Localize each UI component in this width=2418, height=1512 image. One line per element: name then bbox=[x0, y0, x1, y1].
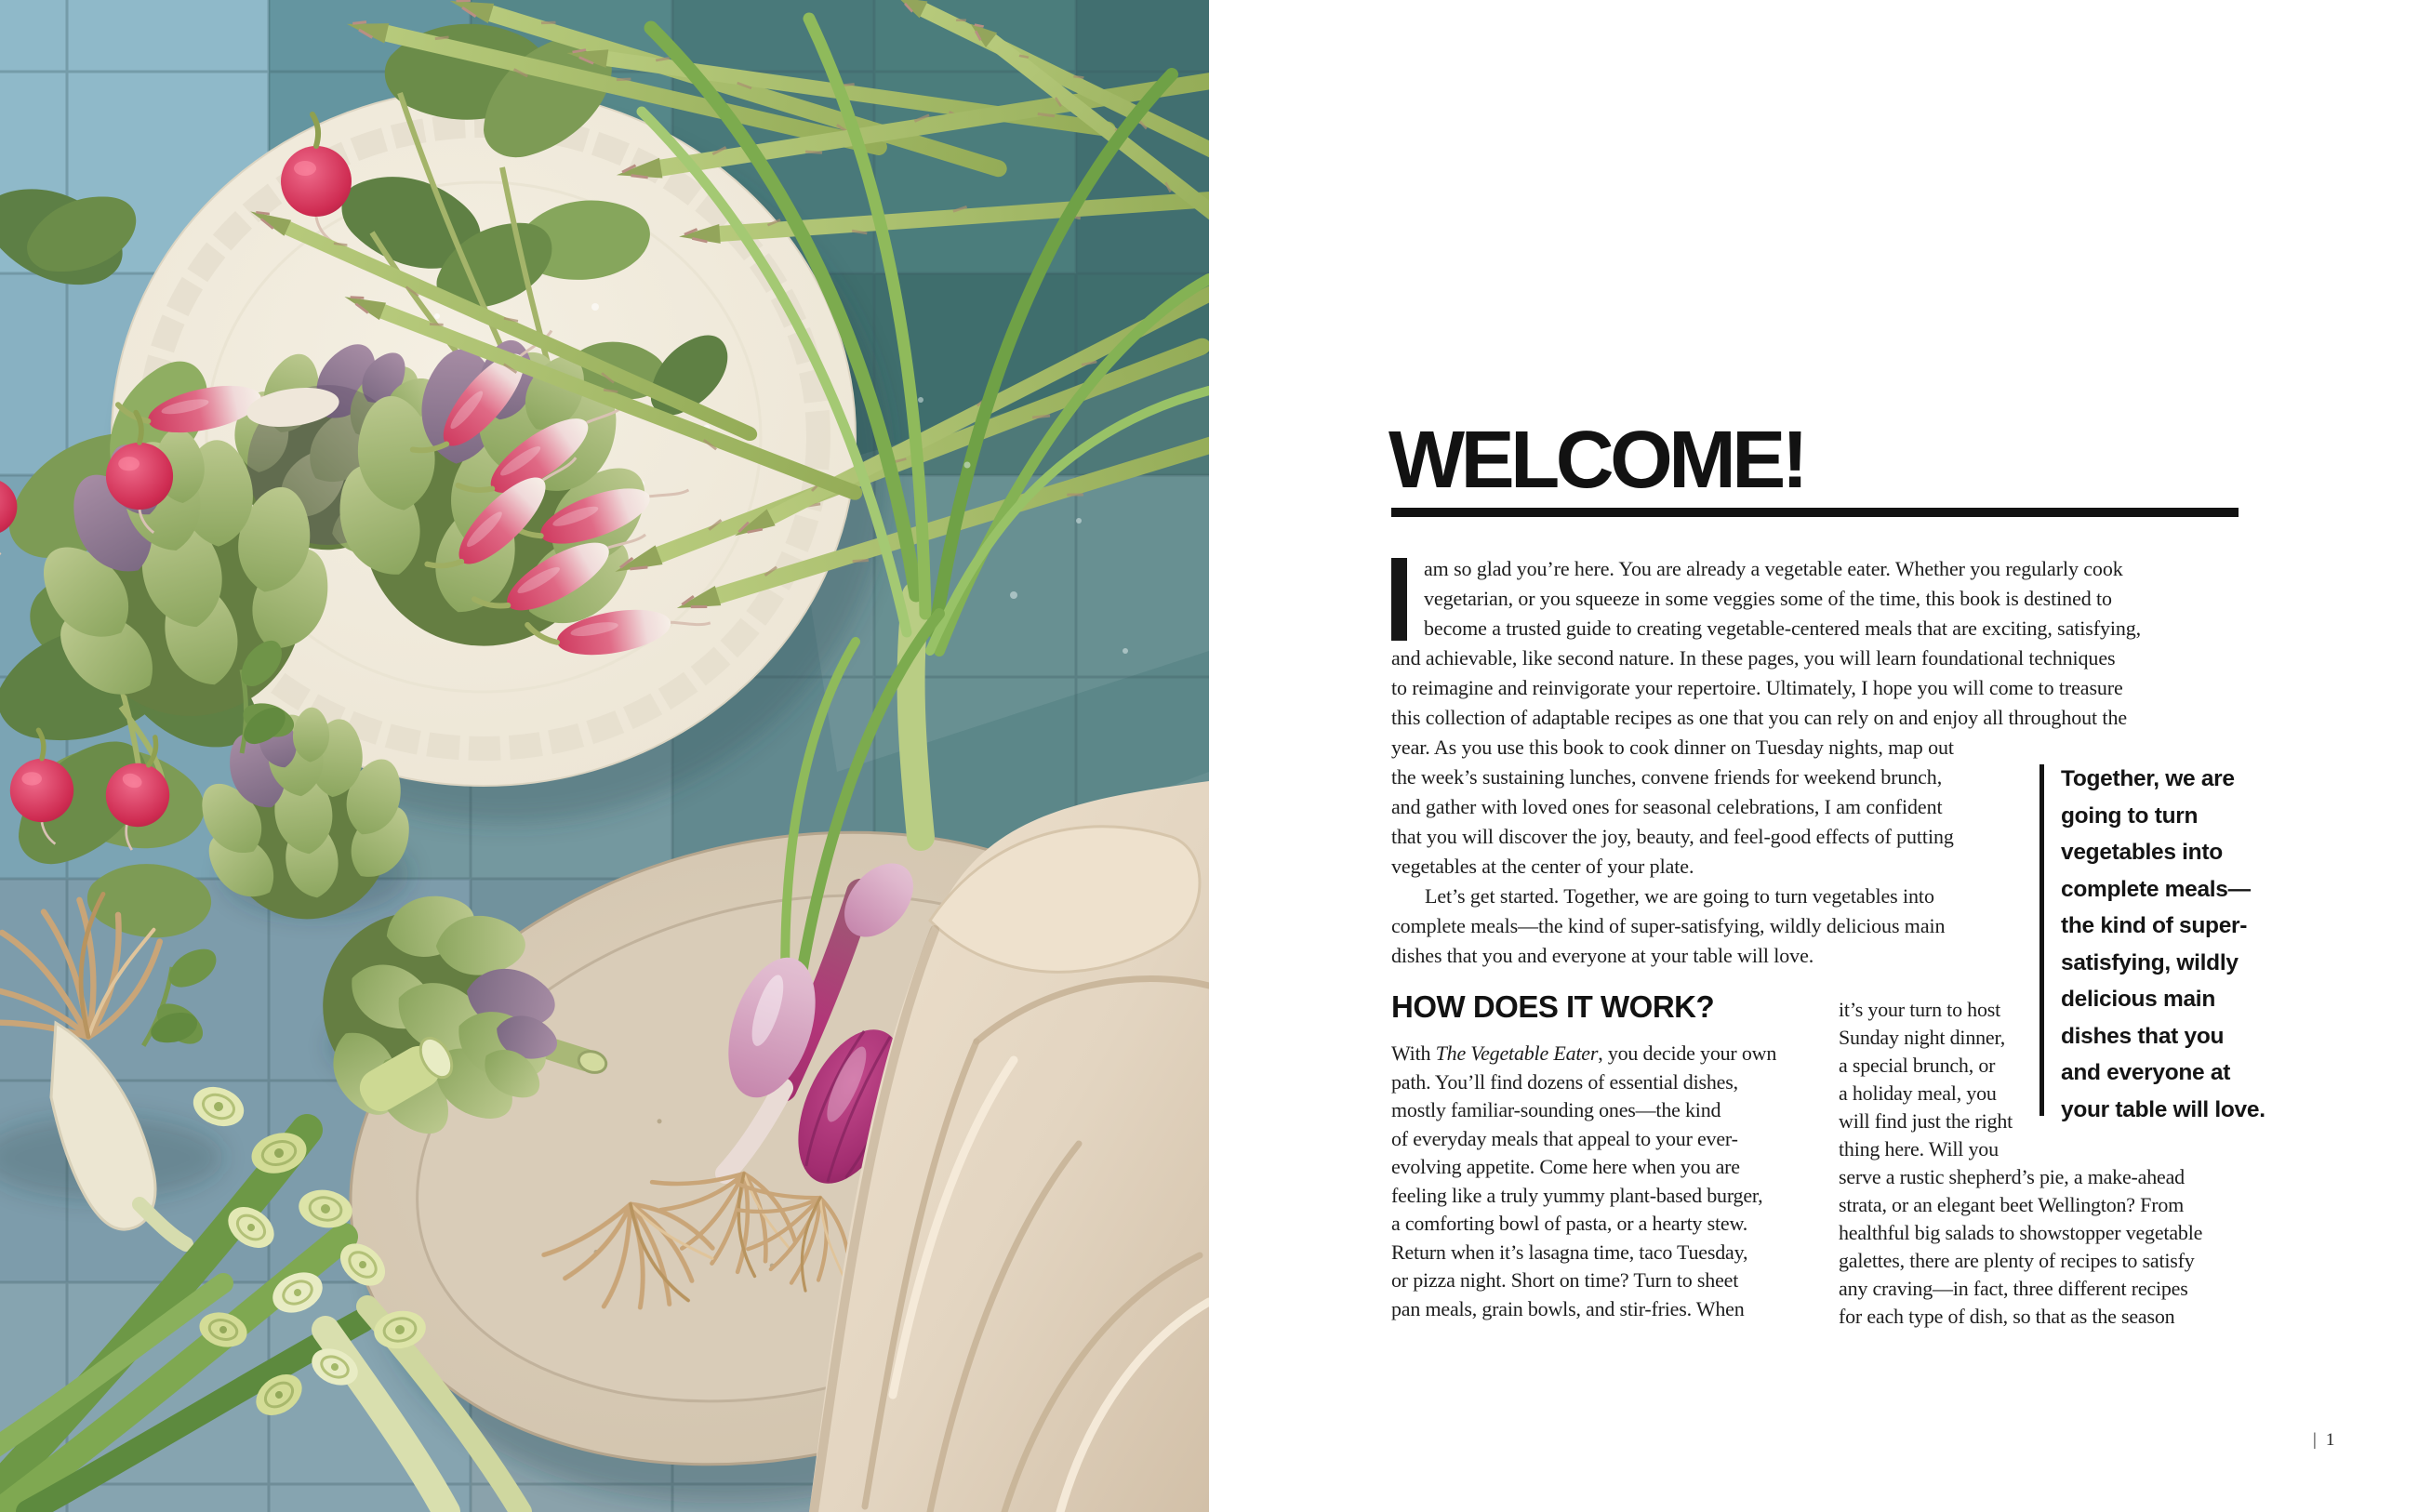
text-line: vegetarian, or you squeeze in some veggies some of the time, this book is destined to bbox=[1424, 587, 2112, 610]
pull-quote-line: your table will love. bbox=[2061, 1096, 2265, 1122]
text-line: vegetables at the center of your plate. bbox=[1391, 855, 1694, 878]
text-line: strata, or an elegant beet Wellington? From bbox=[1839, 1193, 2185, 1216]
pull-quote-line: going to turn bbox=[2061, 802, 2199, 829]
column-right-lower bbox=[1839, 1163, 2202, 1331]
pull-quote-line: complete meals— bbox=[2061, 876, 2251, 902]
text-line: the week’s sustaining lunches, convene friends for weekend brunch, bbox=[1391, 765, 1943, 789]
text-line: become a trusted guide to creating vegetable-centered meals that are exciting, satisfying, bbox=[1424, 617, 2142, 640]
text-line: any craving—in fact, three different recipes bbox=[1839, 1277, 2188, 1300]
pull-quote bbox=[2061, 761, 2265, 1128]
text-line: dishes that you and everyone at your table will love. bbox=[1391, 944, 1814, 967]
text-line: serve a rustic shepherd’s pie, a make-ahead bbox=[1839, 1165, 2185, 1188]
text-line: complete meals—the kind of super-satisfying, wildly delicious main bbox=[1391, 914, 1946, 937]
pull-quote-line: the kind of super- bbox=[2061, 913, 2248, 938]
pull-quote-line: dishes that you bbox=[2061, 1023, 2225, 1049]
text-line: it’s your turn to host bbox=[1839, 998, 2001, 1021]
pull-quote-line: satisfying, wildly bbox=[2061, 949, 2239, 975]
book-title-italic: The Vegetable Eater bbox=[1435, 1041, 1599, 1065]
text-line: a comforting bowl of pasta, or a hearty stew. bbox=[1391, 1212, 1748, 1235]
text-line: Sunday night dinner, bbox=[1839, 1026, 2006, 1049]
footer-divider: | bbox=[2313, 1430, 2318, 1450]
text-line: a special brunch, or bbox=[1839, 1054, 1996, 1077]
page-number: 1 bbox=[2325, 1430, 2336, 1450]
text-line: galettes, there are plenty of recipes to satisfy bbox=[1839, 1249, 2195, 1272]
pull-quote-line: Together, we are bbox=[2061, 766, 2235, 791]
text-line: a holiday meal, you bbox=[1839, 1081, 1997, 1105]
column-left bbox=[1391, 1040, 1776, 1323]
pull-quote-line: and everyone at bbox=[2061, 1060, 2231, 1085]
page-footer bbox=[2313, 1430, 2335, 1451]
text-line: for each type of dish, so that as the season bbox=[1839, 1305, 2175, 1328]
text-line: that you will discover the joy, beauty, and feel-good effects of putting bbox=[1391, 825, 1954, 848]
text-line: will find just the right bbox=[1839, 1109, 2013, 1133]
page-title: WELCOME! bbox=[1388, 415, 1805, 505]
intro-paragraph-wide bbox=[1391, 554, 2141, 733]
text-segment: With bbox=[1391, 1041, 1436, 1065]
text-line: am so glad you’re here. You are already a vegetable eater. Whether you regularly cook bbox=[1424, 557, 2123, 580]
text-line: healthful big salads to showstopper vegetable bbox=[1839, 1221, 2203, 1244]
text-line: evolving appetite. Come here when you are bbox=[1391, 1155, 1740, 1178]
text-line: Return when it’s lasagna time, taco Tuesday, bbox=[1391, 1240, 1748, 1264]
text-line: feeling like a truly yummy plant-based burger, bbox=[1391, 1183, 1763, 1207]
title-rule bbox=[1391, 508, 2239, 517]
text-line: mostly familiar-sounding ones—the kind bbox=[1391, 1098, 1721, 1121]
text-line: pan meals, grain bowls, and stir-fries. When bbox=[1391, 1296, 1745, 1320]
column-right-upper bbox=[1839, 996, 2013, 1163]
text-line: thing here. Will you bbox=[1839, 1137, 1999, 1161]
text-line: and gather with loved ones for seasonal celebrations, I am confident bbox=[1391, 795, 1943, 818]
text-line: this collection of adaptable recipes as one that you can rely on and enjoy all throughout the bbox=[1391, 706, 2128, 729]
pull-quote-line: vegetables into bbox=[2061, 840, 2223, 865]
text-segment: , you decide your own bbox=[1598, 1041, 1777, 1065]
text-line: path. You’ll find dozens of essential dishes, bbox=[1391, 1069, 1738, 1094]
pull-quote-line: delicious main bbox=[2061, 987, 2215, 1012]
intro-paragraph-narrow bbox=[1391, 733, 1954, 971]
text-line bbox=[1391, 1040, 1776, 1068]
section-heading: HOW DOES IT WORK? bbox=[1391, 989, 1715, 1024]
pull-quote-rule bbox=[2039, 764, 2044, 1116]
text-line: of everyday meals that appeal to your ever- bbox=[1391, 1126, 1738, 1150]
text-line: or pizza night. Short on time? Turn to sheet bbox=[1391, 1268, 1739, 1292]
text-line: year. As you use this book to cook dinner on Tuesday nights, map out bbox=[1391, 736, 1954, 759]
text-line: to reimagine and reinvigorate your repertoire. Ultimately, I hope you will come to treasure bbox=[1391, 676, 2123, 699]
text-line: Let’s get started. Together, we are going to turn vegetables into bbox=[1425, 884, 1934, 908]
text-line: and achievable, like second nature. In these pages, you will learn foundational techniques bbox=[1391, 646, 2116, 670]
